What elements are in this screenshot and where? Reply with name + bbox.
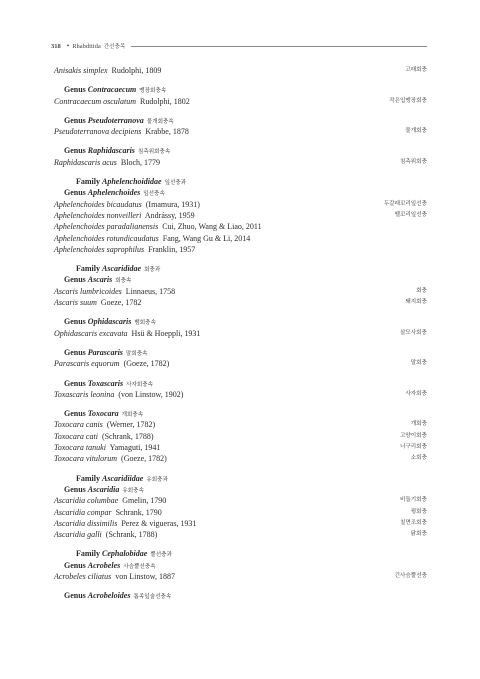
taxon-name: Ascaridia [87,484,120,494]
species-row [54,442,427,453]
taxon-name: Acrobeloides [87,591,131,601]
genus-heading [54,408,427,419]
species-author: Andrássy, 1959 [143,210,195,220]
species-author: Linnaeus, 1758 [123,286,176,296]
species-korean-name: 소회충 [410,455,427,462]
rank-label: Genus [64,115,88,125]
species-row [54,221,427,232]
taxon-name: Cephalobidae [102,549,148,559]
rank-label: Genus [64,484,88,494]
entry-gap [54,370,427,378]
species-korean-name: 비둘기회충 [399,497,427,504]
species-row [54,297,427,308]
species-korean-name: 살모사회충 [399,329,427,336]
species-author: Franklin, 1957 [146,244,196,254]
entry-gap [54,107,427,115]
species-author: Rudolphi, 1809 [109,66,162,75]
rank-label: Genus [64,275,88,285]
species-row [54,495,427,506]
taxon-name: Pseudoterranova [87,115,144,125]
species-name: Ascaridia compar [54,507,112,517]
species-author: (Werner, 1782) [104,420,156,430]
taxon-korean-name: 개회충속 [121,412,144,419]
species-author: (Schrank, 1788) [99,431,154,441]
header-bullet: • [66,42,70,50]
rank-label: Genus [64,146,88,156]
species-name: Aphelenchoides rotundicaudatus [54,233,159,243]
species-row [54,286,427,297]
species-name: Toxocara vitulorum [54,454,118,464]
species-name: Aphelenchoides paradalianensis [54,222,159,232]
species-korean-name: 침측위회충 [399,158,427,165]
species-author: Gmelin, 1790 [120,496,167,506]
rank-label: Family [76,177,102,187]
genus-heading [54,274,427,285]
species-author: Yamaguti, 1941 [107,443,161,453]
species-name: Aphelenchoides bicaudatus [54,199,142,209]
species-korean-name: 개회충 [410,421,427,428]
species-author: Cui, Zhuo, Wang & Liao, 2011 [160,222,262,232]
rank-label: Genus [64,347,88,357]
species-name: Anisakis simplex [54,66,108,75]
genus-heading [54,590,427,601]
entry-gap [54,137,427,145]
species-row [54,453,427,464]
taxon-korean-name: 잎선충속 [143,191,165,198]
rank-label: Genus [64,188,88,198]
taxon-name: Ascaris [87,275,113,285]
species-korean-name: 뗄꼬리잎선충 [394,211,427,218]
taxon-name: Acrobeles [87,560,121,570]
species-korean-name: 두갈래꼬리잎선충 [383,200,427,207]
taxon-name: Ascaridiidae [102,473,144,483]
species-author: Bloch, 1779 [118,157,160,167]
species-row [54,518,427,529]
taxon-korean-name: 뿔선충과 [150,552,172,559]
taxon-name: Aphelenchoides [87,188,141,198]
rank-label: Genus [64,409,88,419]
species-row [54,358,427,369]
genus-heading [54,347,427,358]
species-author: Goeze, 1782 [98,298,142,308]
section-title-kr: 간선충목 [103,44,126,50]
species-korean-name: 돼지회충 [405,299,427,306]
species-name: Ascaris suum [54,298,97,308]
species-name: Ascaridia galli [54,530,102,540]
genus-heading [54,187,427,198]
species-row [54,389,427,400]
taxon-korean-name: 사슴뿔선충속 [123,563,156,570]
species-name: Toxocara tanuki [54,443,106,453]
running-header [51,40,427,52]
entry-gap [54,76,427,84]
species-author: (Goeze, 1782) [119,454,167,464]
genus-heading [54,378,427,389]
species-name: Raphidascaris acus [54,157,117,167]
species-row [54,431,427,442]
species-author: Krabbe, 1878 [143,127,189,137]
rank-label: Genus [64,591,88,601]
species-row [54,244,427,255]
species-author: Schrank, 1790 [113,507,162,517]
species-name: Ophidascaris excavata [54,328,128,338]
entry-gap [54,308,427,316]
species-author: Fang, Wang Gu & Li, 2014 [160,233,251,243]
taxon-korean-name: 침측위회충속 [137,149,171,156]
species-korean-name: 작은입맹장회충 [389,97,427,104]
rank-label: Genus [64,378,88,388]
taxon-name: Ophidascaris [87,317,132,327]
genus-heading [54,484,427,495]
species-name: Aphelenchoides saprophilus [54,244,145,254]
entry-gap [54,168,427,176]
header-rule [131,46,427,47]
family-heading [54,263,427,274]
species-row [54,157,427,168]
species-korean-name: 너구리회충 [399,444,427,451]
rank-label: Genus [64,560,88,570]
species-name: Toxocara cati [54,431,98,441]
species-korean-name: 사자회충 [405,390,427,397]
species-author: Hsü & Hoeppli, 1931 [129,328,201,338]
species-row [54,65,427,76]
entry-gap [54,465,427,473]
taxon-name: Parascaris [87,347,123,357]
species-row [54,529,427,540]
genus-heading [54,316,427,327]
rank-label: Genus [64,85,88,95]
genus-heading [54,560,427,571]
entry-gap [54,339,427,347]
species-row [54,507,427,518]
species-author: (Schrank, 1788) [103,530,158,540]
rank-label: Family [76,549,102,559]
species-name: Ascaridia columbae [54,496,119,506]
entry-gap [54,255,427,263]
species-korean-name: 고양이회충 [399,432,427,439]
species-name: Ascaris lumbricoides [54,286,122,296]
entry-gap [54,582,427,590]
species-row [54,126,427,137]
species-author: Rudolphi, 1802 [138,96,190,106]
rank-label: Family [76,473,102,483]
species-row [54,96,427,107]
taxon-korean-name: 뱀회충속 [134,320,156,327]
genus-heading [54,145,427,156]
family-heading [54,473,427,484]
taxon-korean-name: 사자회충속 [126,381,154,388]
rank-label: Genus [64,317,88,327]
entry-gap [54,400,427,408]
taxon-korean-name: 유회충속 [122,487,144,494]
taxon-name: Aphelenchoididae [102,177,162,187]
species-name: Toxascaris leonina [54,389,115,399]
species-author: (Goeze, 1782) [121,359,170,369]
genus-heading [54,84,427,95]
species-row [54,199,427,210]
species-author: (Imamura, 1931) [143,199,200,209]
species-name: Toxocara canis [54,420,103,430]
species-row [54,419,427,430]
taxon-korean-name: 물개회충속 [146,118,174,125]
taxon-korean-name: 회충과 [144,267,161,274]
taxon-name: Raphidascaris [87,146,135,156]
species-row [54,210,427,221]
species-name: Ascaridia dissimilis [54,518,118,528]
taxon-korean-name: 톱족잎술선충속 [133,594,172,601]
species-author: von Linstow, 1887 [113,571,175,581]
species-author: Perez & vigueras, 1931 [119,518,197,528]
species-row [54,571,427,582]
species-korean-name: 물개회충 [405,128,427,135]
species-name: Parascaris equorum [54,359,120,369]
taxon-korean-name: 회충속 [115,278,132,285]
taxon-name: Toxascaris [87,378,124,388]
taxon-name: Toxocara [87,409,119,419]
species-name: Aphelenchoides nonveilleri [54,210,142,220]
taxon-name: Contracaecum [87,85,137,95]
family-heading [54,176,427,187]
species-korean-name: 말회충 [410,360,427,367]
rank-label: Family [76,264,102,274]
species-name: Pseudoterranova decipiens [54,127,142,137]
species-korean-name: 긴사슴뿔선충 [394,572,427,579]
species-row [54,328,427,339]
entry-gap [54,540,427,548]
species-korean-name: 칠면조회충 [399,519,427,526]
species-korean-name: 꿩회충 [410,508,427,515]
species-row [54,233,427,244]
species-korean-name: 고래회충 [405,67,427,73]
taxon-korean-name: 유회충과 [146,476,168,483]
species-korean-name: 닭회충 [410,531,427,538]
taxon-korean-name: 말회충속 [125,350,148,357]
species-author: (von Linstow, 1902) [116,389,184,399]
species-name: Acrobeles ciliatus [54,571,112,581]
taxon-korean-name: 맹장회충속 [139,88,167,95]
species-korean-name: 회충 [416,287,427,294]
section-title-en: Rhabditida [72,42,101,50]
page-number: 318 [51,42,61,50]
taxon-name: Ascarididae [102,264,142,274]
genus-heading [54,115,427,126]
species-name: Contracaecum osculatum [54,96,136,106]
taxon-list [54,65,427,602]
taxon-korean-name: 잎선충과 [164,180,187,187]
family-heading [54,548,427,559]
